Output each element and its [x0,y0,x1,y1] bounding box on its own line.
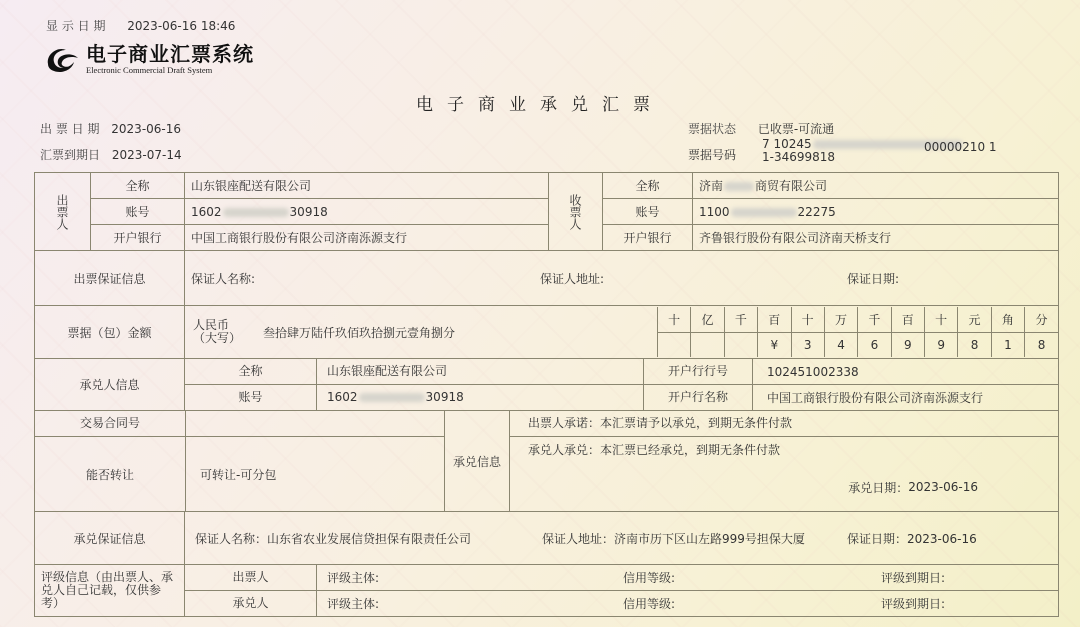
drawer-account-label: 账号 [91,199,185,225]
amount-in-words: 叁拾肆万陆仟玖佰玖拾捌元壹角捌分 [263,325,456,340]
draft-table [34,172,1059,617]
issue-date [40,120,181,137]
drawer-bank-label: 开户银行 [91,225,185,251]
drawer-name: 山东银座配送有限公司 [185,173,549,199]
acceptor-account-start: 1602 [327,390,358,404]
accept-guarantee-name-label: 保证人名称： [195,531,268,546]
table-row [35,359,1059,385]
payee-name [693,173,1059,199]
table-row [35,251,1059,306]
bill-number-line2: 1-34699818 [762,150,836,164]
acceptor-row-2 [185,385,1059,411]
page-title: 电子商业承兑汇票 [416,95,664,115]
transfer-label: 能否转让 [85,467,134,482]
logo-text-cn: 电子商业汇票系统 [86,42,254,66]
acceptor-account-label: 账号 [185,385,317,410]
drawer-account-start: 1602 [191,204,222,219]
payee-account-end: 22275 [797,204,836,219]
table-row [35,411,1059,512]
accept-date-value: 2023-06-16 [908,480,978,494]
guarantee-name-label: 保证人名称: [191,271,256,286]
contract-value [186,411,444,437]
amount-unit-cell: 千 [858,307,891,332]
table-row [35,225,1059,251]
acceptor-account [317,385,644,410]
payee-bank-label: 开户银行 [603,225,693,251]
display-date [46,17,235,34]
amount-unit-cell: 百 [758,307,791,332]
payee-label: 收票人 [549,173,603,251]
rating-drawer-expiry-label: 评级到期日: [881,571,946,585]
redacted-mark [731,208,797,217]
amount-label: 票据（包）金额 [35,306,185,359]
amount-unit-cell: 万 [824,307,857,332]
bill-number-tail: 00000210 1 [924,140,997,154]
payee-account [693,199,1059,225]
amount-unit-cell: 十 [791,307,824,332]
rating-drawer-subject-label: 评级主体: [327,571,380,585]
amount-digit-cell [724,332,757,357]
amount-digit-cell [658,332,691,357]
logo-text-en: Electronic Commercial Draft System [86,65,213,75]
display-date-value: 2023-06-16 18:46 [127,19,236,33]
rating-acceptor-grade-label: 信用等级: [623,597,676,611]
drawer-account [185,199,549,225]
amount-digit-cell: ¥ [758,332,791,357]
payee-name-start: 济南 [699,179,724,193]
rating-acceptor-subject-label: 评级主体: [327,597,380,611]
drawer-label: 出票人 [35,173,91,251]
amount-digits-table [657,307,1058,357]
accept-date [510,463,1058,511]
display-date-label: 显 示 日 期 [46,19,106,33]
guarantee-date-label: 保证日期: [847,271,900,286]
rating-acceptor-label: 承兑人 [185,591,317,616]
due-date-value: 2023-07-14 [111,148,182,162]
accept-guarantee-name: 山东省农业发展信贷担保有限责任公司 [267,531,472,546]
rating-row-drawer [185,565,1059,591]
acceptor-bank-name: 中国工商银行股份有限公司济南泺源支行 [767,391,984,405]
amount-unit-cell: 分 [1025,307,1058,332]
bill-status [688,120,834,137]
amount-unit-cell: 百 [891,307,924,332]
accept-guarantee-info [185,512,1059,565]
issue-date-label: 出 票 日 期 [40,122,100,136]
currency-label-line2: （大写） [193,331,242,345]
issue-date-value: 2023-06-16 [111,122,182,136]
drawer-promise: 出票人承诺：本汇票请予以承兑，到期无条件付款 [510,411,1058,437]
guarantee-info [185,251,1059,306]
drawer-name-label: 全称 [91,173,185,199]
bill-status-value: 已收票-可流通 [757,122,835,136]
acceptor-bank-no-label: 开户行行号 [644,359,753,384]
amount-digit-cell: 6 [858,332,891,357]
amount-digit-cell: 8 [958,332,991,357]
accept-guarantee-label: 承兑保证信息 [35,512,185,565]
contract-label: 交易合同号 [35,411,185,437]
rating-acceptor-expiry-label: 评级到期日: [881,597,946,611]
acceptor-row-1 [185,359,1059,385]
redacted-mark [223,208,289,217]
amount-digit-cell: 4 [824,332,857,357]
accept-guarantee-addr: 济南市历下区山左路999号担保大厦 [614,531,805,546]
table-row [35,199,1059,225]
redacted-mark [724,182,754,191]
ecds-logo-icon [44,44,82,74]
table-row [35,173,1059,199]
guarantee-addr-label: 保证人地址: [540,271,605,286]
table-row [35,565,1059,591]
drawer-bank: 中国工商银行股份有限公司济南泺源支行 [185,225,549,251]
accept-date-label: 承兑日期： [848,480,909,495]
rating-label: 评级信息（由出票人、承兑人自己记载，仅供参考） [35,565,185,617]
amount-unit-cell: 元 [958,307,991,332]
amount-unit-cell: 十 [658,307,691,332]
bill-status-label: 票据状态 [688,122,737,136]
accept-info-label: 承兑信息 [445,411,510,511]
acceptor-name: 山东银座配送有限公司 [317,359,644,384]
acceptor-account-end: 30918 [425,390,464,404]
bill-number-label: 票据号码 [688,148,737,162]
payee-account-start: 1100 [699,204,730,219]
transfer-value: 可转让-可分包 [200,467,277,482]
amount-digit-cell [691,332,724,357]
acceptor-bank-name-label: 开户行名称 [644,385,753,410]
accept-guarantee-date-label: 保证日期： [847,531,908,546]
rating-row-acceptor [185,591,1059,617]
amount-digit-cell: 9 [891,332,924,357]
amount-digit-cell: 9 [925,332,958,357]
payee-bank: 齐鲁银行股份有限公司济南天桥支行 [693,225,1059,251]
amount-unit-cell: 十 [925,307,958,332]
acceptor-name-label: 全称 [185,359,317,384]
due-date-label: 汇票到期日 [40,148,101,162]
rating-drawer-grade-label: 信用等级: [623,571,676,585]
amount-digit-cell: 1 [991,332,1024,357]
bill-number-line1: 7 10245 [762,137,812,151]
acceptor-label: 承兑人信息 [35,359,185,411]
table-row [35,306,1059,359]
acceptor-promise: 承兑人承兑：本汇票已经承兑，到期无条件付款 [528,443,781,457]
payee-name-label: 全称 [603,173,693,199]
rating-drawer-label: 出票人 [185,565,317,590]
table-row [35,385,1059,411]
acceptor-bank-no: 102451002338 [767,364,859,379]
amount-cell [185,306,1059,359]
drawer-account-end: 30918 [289,204,328,219]
accept-guarantee-date: 2023-06-16 [907,531,977,546]
table-row [35,512,1059,565]
table-row [35,591,1059,617]
amount-unit-cell: 亿 [691,307,724,332]
due-date [40,146,182,163]
accept-guarantee-addr-label: 保证人地址： [542,531,615,546]
amount-unit-cell: 千 [724,307,757,332]
amount-unit-cell: 角 [991,307,1024,332]
accept-block [35,411,1059,512]
currency-label-line1: 人民币 [193,318,230,332]
amount-digit-cell: 8 [1025,332,1058,357]
payee-account-label: 账号 [603,199,693,225]
amount-digit-cell: 3 [791,332,824,357]
payee-name-end: 商贸有限公司 [755,179,828,193]
redacted-mark [359,393,425,402]
guarantee-label: 出票保证信息 [35,251,185,306]
ecds-logo [44,44,254,75]
